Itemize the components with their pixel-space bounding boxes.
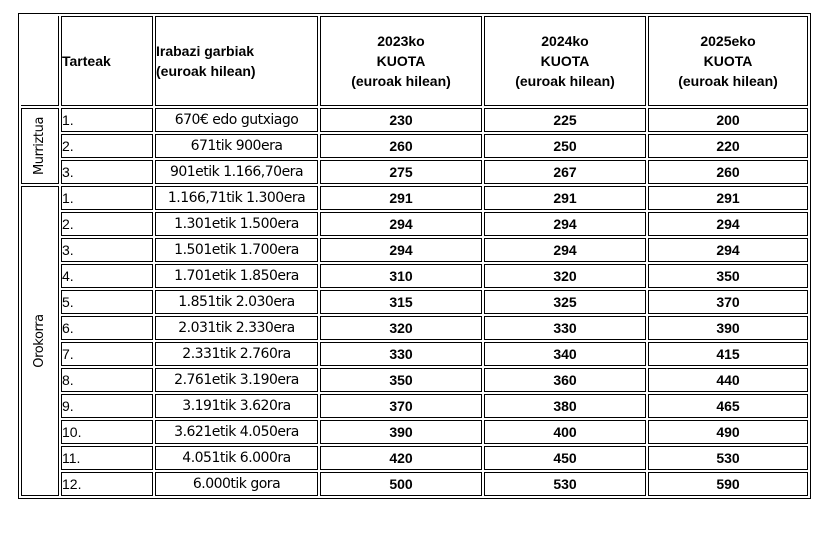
bracket-number: 12. xyxy=(61,472,153,496)
earnings-range: 1.851tik 2.030era xyxy=(155,290,318,314)
fee-2023: 330 xyxy=(320,342,482,366)
fee-2025: 590 xyxy=(648,472,808,496)
header-2023-line2: KUOTA xyxy=(376,53,426,69)
fee-2025: 390 xyxy=(648,316,808,340)
fee-2023: 390 xyxy=(320,420,482,444)
fee-2025: 294 xyxy=(648,212,808,236)
fee-2024: 530 xyxy=(484,472,646,496)
bracket-number: 10. xyxy=(61,420,153,444)
fee-2025: 294 xyxy=(648,238,808,262)
header-row xyxy=(21,16,808,106)
fee-table-body xyxy=(21,108,808,496)
table-row xyxy=(21,264,808,288)
fee-table xyxy=(18,13,811,499)
fee-2025: 490 xyxy=(648,420,808,444)
table-row xyxy=(21,186,808,210)
fee-2024: 450 xyxy=(484,446,646,470)
fee-2024: 380 xyxy=(484,394,646,418)
bracket-number: 4. xyxy=(61,264,153,288)
bracket-number: 2. xyxy=(61,212,153,236)
table-row xyxy=(21,420,808,444)
earnings-range: 1.301etik 1.500era xyxy=(155,212,318,236)
table-row xyxy=(21,316,808,340)
earnings-range: 671tik 900era xyxy=(155,134,318,158)
earnings-range: 1.166,71tik 1.300era xyxy=(155,186,318,210)
fee-2025: 440 xyxy=(648,368,808,392)
fee-2023: 370 xyxy=(320,394,482,418)
header-2025-line3: (euroak hilean) xyxy=(678,73,778,89)
group-label-cell xyxy=(21,108,59,184)
fee-2023: 260 xyxy=(320,134,482,158)
fee-2023: 230 xyxy=(320,108,482,132)
earnings-range: 3.621etik 4.050era xyxy=(155,420,318,444)
fee-2024: 340 xyxy=(484,342,646,366)
fee-2024: 294 xyxy=(484,212,646,236)
earnings-range: 2.031tik 2.330era xyxy=(155,316,318,340)
table-row xyxy=(21,446,808,470)
fee-2024: 360 xyxy=(484,368,646,392)
fee-2025: 370 xyxy=(648,290,808,314)
fee-2024: 294 xyxy=(484,238,646,262)
table-row xyxy=(21,212,808,236)
earnings-range: 2.761etik 3.190era xyxy=(155,368,318,392)
fee-2023: 294 xyxy=(320,238,482,262)
fee-2025: 291 xyxy=(648,186,808,210)
bracket-number: 8. xyxy=(61,368,153,392)
fee-2023: 350 xyxy=(320,368,482,392)
header-2023-line1: 2023ko xyxy=(377,33,425,49)
bracket-number: 1. xyxy=(61,108,153,132)
bracket-number: 2. xyxy=(61,134,153,158)
fee-2025: 465 xyxy=(648,394,808,418)
bracket-number: 5. xyxy=(61,290,153,314)
fee-2024: 320 xyxy=(484,264,646,288)
header-2023-line3: (euroak hilean) xyxy=(351,73,451,89)
fee-2024: 225 xyxy=(484,108,646,132)
header-earnings-line1: Irabazi garbiak xyxy=(156,43,255,59)
fee-2023: 310 xyxy=(320,264,482,288)
fee-2025: 220 xyxy=(648,134,808,158)
header-2024 xyxy=(484,16,646,106)
bracket-number: 7. xyxy=(61,342,153,366)
fee-2023: 320 xyxy=(320,316,482,340)
group-label-cell xyxy=(21,186,59,496)
corner-cell xyxy=(21,16,59,106)
fee-2023: 420 xyxy=(320,446,482,470)
header-2024-line3: (euroak hilean) xyxy=(515,73,615,89)
earnings-range: 1.701etik 1.850era xyxy=(155,264,318,288)
header-2025-line2: KUOTA xyxy=(703,53,753,69)
group-label: Orokorra xyxy=(32,314,47,368)
header-2024-line1: 2024ko xyxy=(541,33,589,49)
earnings-range: 2.331tik 2.760ra xyxy=(155,342,318,366)
group-label: Murriztua xyxy=(32,116,47,176)
header-2025 xyxy=(648,16,808,106)
fee-2023: 294 xyxy=(320,212,482,236)
fee-2025: 260 xyxy=(648,160,808,184)
table-row xyxy=(21,342,808,366)
fee-2023: 291 xyxy=(320,186,482,210)
fee-2025: 415 xyxy=(648,342,808,366)
fee-2023: 315 xyxy=(320,290,482,314)
header-2023 xyxy=(320,16,482,106)
fee-2024: 330 xyxy=(484,316,646,340)
table-row xyxy=(21,368,808,392)
fee-2023: 275 xyxy=(320,160,482,184)
header-2024-line2: KUOTA xyxy=(540,53,590,69)
table-row xyxy=(21,160,808,184)
earnings-range: 4.051tik 6.000ra xyxy=(155,446,318,470)
header-tarteak: Tarteak xyxy=(61,16,153,106)
bracket-number: 6. xyxy=(61,316,153,340)
earnings-range: 3.191tik 3.620ra xyxy=(155,394,318,418)
table-row xyxy=(21,238,808,262)
fee-2024: 267 xyxy=(484,160,646,184)
header-earnings xyxy=(155,16,318,106)
fee-2024: 400 xyxy=(484,420,646,444)
bracket-number: 3. xyxy=(61,238,153,262)
fee-2024: 291 xyxy=(484,186,646,210)
fee-2024: 250 xyxy=(484,134,646,158)
table-row xyxy=(21,134,808,158)
fee-2025: 350 xyxy=(648,264,808,288)
fee-2024: 325 xyxy=(484,290,646,314)
table-row xyxy=(21,472,808,496)
earnings-range: 1.501etik 1.700era xyxy=(155,238,318,262)
table-row xyxy=(21,108,808,132)
table-row xyxy=(21,290,808,314)
bracket-number: 3. xyxy=(61,160,153,184)
header-2025-line1: 2025eko xyxy=(700,33,756,49)
table-row xyxy=(21,394,808,418)
bracket-number: 9. xyxy=(61,394,153,418)
bracket-number: 11. xyxy=(61,446,153,470)
fee-2023: 500 xyxy=(320,472,482,496)
earnings-range: 670€ edo gutxiago xyxy=(155,108,318,132)
fee-2025: 200 xyxy=(648,108,808,132)
header-earnings-line2: (euroak hilean) xyxy=(156,63,256,79)
earnings-range: 6.000tik gora xyxy=(155,472,318,496)
fee-2025: 530 xyxy=(648,446,808,470)
bracket-number: 1. xyxy=(61,186,153,210)
earnings-range: 901etik 1.166,70era xyxy=(155,160,318,184)
